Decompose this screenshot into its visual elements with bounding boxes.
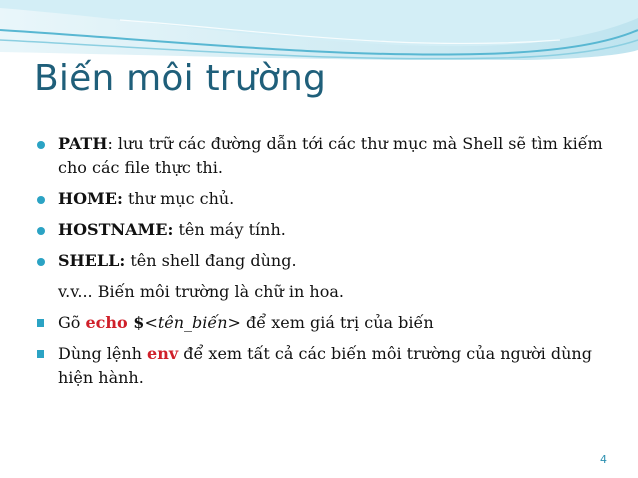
note-uppercase: v.v... Biến môi trường là chữ in hoa. — [58, 282, 344, 301]
bullet-text: tên shell đang dùng. — [125, 251, 297, 270]
bullet-home — [34, 187, 614, 211]
env-post: để xem tất cả các biến môi trường của người dùng hiện hành. — [58, 344, 592, 387]
bullet-text: : lưu trữ các đường dẫn tới các thư mục mà Shell sẽ tìm kiếm cho các file thực thi. — [58, 134, 603, 177]
header-wave-decoration — [0, 0, 638, 60]
bullet-text: tên máy tính. — [173, 220, 286, 239]
env-pre: Dùng lệnh — [58, 344, 148, 363]
keyword-home: HOME: — [58, 189, 123, 208]
dollar-sign: $ — [127, 313, 145, 332]
bullet-echo — [34, 311, 614, 335]
slide-body — [34, 132, 614, 397]
page-number: 4 — [600, 453, 607, 466]
variable-placeholder: <tên_biến> — [144, 313, 241, 332]
bullet-text: thư mục chủ. — [122, 189, 235, 208]
echo-post: để xem giá trị của biến — [240, 313, 434, 332]
square-bullet-icon — [37, 350, 44, 358]
slide-title: Biến môi trường — [34, 58, 327, 99]
bullet-dot-icon — [37, 258, 45, 266]
command-echo: echo — [85, 313, 128, 332]
bullet-dot-icon — [37, 141, 45, 149]
bullet-dot-icon — [37, 227, 45, 235]
keyword-shell: SHELL: — [58, 251, 126, 270]
square-bullet-icon — [37, 319, 44, 327]
bullet-path — [34, 132, 614, 180]
keyword-path: PATH — [58, 134, 108, 153]
keyword-hostname: HOSTNAME: — [58, 220, 174, 239]
bullet-dot-icon — [37, 196, 45, 204]
command-env: env — [147, 344, 179, 363]
bullet-hostname — [34, 218, 614, 242]
bullet-env — [34, 342, 614, 390]
bullet-shell — [34, 249, 614, 273]
echo-pre: Gõ — [58, 313, 86, 332]
